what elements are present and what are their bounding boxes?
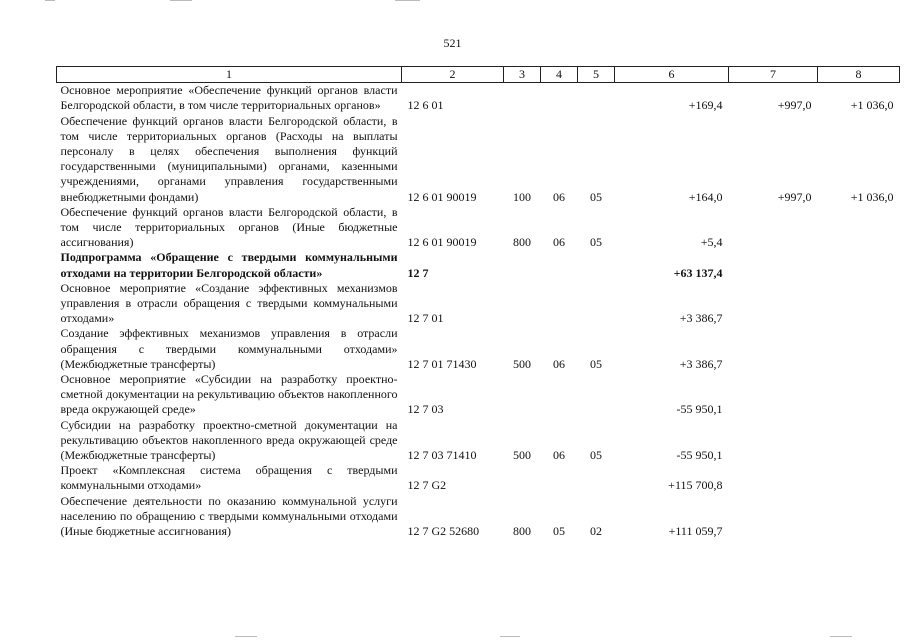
row-amount-3 — [818, 281, 900, 327]
row-amount-3 — [818, 250, 900, 280]
row-code: 12 6 01 90019 — [407, 189, 477, 204]
row-amount-1: +3 386,7 — [679, 311, 723, 326]
column-header: 4 — [541, 67, 578, 83]
row-description: Субсидии на разработку проектно-сметной документации на рекультивацию объектов накопленного вреда окружающей среде (Межбюджетные трансферты) — [60, 417, 398, 463]
column-header: 2 — [402, 67, 504, 83]
row-subsection — [578, 463, 615, 493]
column-header: 3 — [504, 67, 541, 83]
row-description: Проект «Комплексная система обращения с твердыми коммунальными отходами» — [60, 463, 398, 493]
column-header: 8 — [818, 67, 900, 83]
table-row — [57, 372, 900, 418]
row-amount-1: +63 137,4 — [673, 265, 723, 280]
row-expense-type: 500 — [513, 356, 531, 371]
row-amount-1: -55 950,1 — [676, 448, 723, 463]
row-amount-1: +169,4 — [688, 98, 723, 113]
row-amount-3 — [818, 205, 900, 251]
row-amount-2 — [729, 326, 818, 372]
table-row — [57, 281, 900, 327]
row-code: 12 7 03 71410 — [407, 448, 477, 463]
row-section — [541, 463, 578, 493]
row-section: 06 — [553, 189, 565, 204]
row-code: 12 7 01 71430 — [407, 356, 477, 371]
row-subsection: 05 — [590, 356, 602, 371]
row-amount-1: -55 950,1 — [676, 402, 723, 417]
row-code: 12 7 — [407, 265, 429, 280]
row-section: 06 — [553, 356, 565, 371]
row-amount-2 — [729, 463, 818, 493]
row-amount-2 — [729, 281, 818, 327]
row-subsection: 05 — [590, 448, 602, 463]
row-code: 12 7 01 — [407, 311, 444, 326]
row-amount-2: +997,0 — [777, 189, 812, 204]
table-row — [57, 494, 900, 540]
row-expense-type — [504, 250, 541, 280]
row-description: Создание эффективных механизмов управления в отрасли обращения с твердыми коммунальными отходами» (Межбюджетные трансферты) — [60, 326, 398, 371]
row-code: 12 7 G2 52680 — [407, 524, 480, 539]
table-row — [57, 205, 900, 251]
row-subsection: 02 — [590, 524, 602, 539]
row-subsection — [578, 281, 615, 327]
scan-bottom-rule — [830, 636, 852, 637]
row-section: 05 — [553, 524, 565, 539]
row-description: Подпрограмма «Обращение с твердыми коммунальными отходами на территории Белгородской области» — [60, 250, 398, 280]
budget-table — [56, 66, 900, 539]
row-code: 12 6 01 — [407, 98, 444, 113]
scan-top-rule — [170, 0, 192, 1]
row-amount-2 — [729, 205, 818, 251]
row-expense-type — [504, 372, 541, 418]
row-expense-type: 100 — [513, 189, 531, 204]
row-section — [541, 83, 578, 114]
scan-bottom-rule — [500, 636, 520, 637]
column-header: 6 — [615, 67, 729, 83]
row-amount-1: +115 700,8 — [668, 478, 723, 493]
scan-top-rule — [45, 0, 55, 1]
column-header: 5 — [578, 67, 615, 83]
row-code: 12 7 G2 — [407, 478, 447, 493]
row-expense-type: 800 — [513, 524, 531, 539]
row-section — [541, 372, 578, 418]
scan-bottom-rule — [235, 636, 257, 637]
row-amount-3 — [818, 463, 900, 493]
row-subsection: 05 — [590, 235, 602, 250]
row-subsection — [578, 83, 615, 114]
row-expense-type — [504, 83, 541, 114]
scan-top-rule — [395, 0, 420, 1]
row-amount-1: +164,0 — [688, 189, 723, 204]
table-row — [57, 326, 900, 372]
row-expense-type: 500 — [513, 448, 531, 463]
row-description: Обеспечение функций органов власти Белгородской области, в том числе территориальных органов (Расходы на выплаты персоналу в целях обеспечения выполнения функций государственными (муниципальными) органами, казенными учреждениями, органами управления государственными внебюджетными фондами) — [60, 113, 398, 204]
row-amount-3: +1 036,0 — [850, 98, 894, 113]
row-section: 06 — [553, 235, 565, 250]
row-amount-1: +111 059,7 — [668, 524, 723, 539]
row-amount-2 — [729, 250, 818, 280]
row-expense-type — [504, 463, 541, 493]
table-row — [57, 114, 900, 205]
table-header-row — [57, 67, 900, 83]
row-expense-type — [504, 281, 541, 327]
row-subsection — [578, 250, 615, 280]
row-code: 12 6 01 90019 — [407, 235, 477, 250]
row-code: 12 7 03 — [407, 402, 444, 417]
row-amount-2 — [729, 494, 818, 540]
row-section: 06 — [553, 448, 565, 463]
row-amount-1: +5,4 — [700, 235, 723, 250]
column-header: 7 — [729, 67, 818, 83]
page-number: 521 — [443, 36, 462, 50]
row-subsection — [578, 372, 615, 418]
row-description: Основное мероприятие «Создание эффективных механизмов управления в отрасли обращения с твердыми коммунальными отходами» — [60, 280, 398, 326]
row-description: Основное мероприятие «Субсидии на разработку проектно-сметной документации на рекультивацию объектов накопленного вреда окружающей среде» — [60, 372, 398, 417]
row-description: Обеспечение функций органов власти Белгородской области, в том числе территориальных органов (Иные бюджетные ассигнования) — [60, 204, 398, 250]
row-amount-3 — [818, 372, 900, 418]
column-header: 1 — [57, 67, 402, 83]
row-section — [541, 250, 578, 280]
row-description: Основное мероприятие «Обеспечение функций органов власти Белгородской области, в том числе территориальных органов» — [60, 83, 398, 113]
row-amount-1: +3 386,7 — [679, 356, 723, 371]
row-amount-2 — [729, 372, 818, 418]
row-expense-type: 800 — [513, 235, 531, 250]
row-description: Обеспечение деятельности по оказанию коммунальной услуги населению по обращению с твердыми коммунальными отходами (Иные бюджетные ассигнования) — [60, 493, 398, 539]
row-amount-2: +997,0 — [777, 98, 812, 113]
row-amount-3 — [818, 326, 900, 372]
row-amount-3 — [818, 494, 900, 540]
table-row — [57, 250, 900, 280]
row-amount-3 — [818, 418, 900, 464]
table-row — [57, 83, 900, 114]
row-amount-3: +1 036,0 — [850, 189, 894, 204]
row-section — [541, 281, 578, 327]
table-row — [57, 463, 900, 493]
row-subsection: 05 — [590, 189, 602, 204]
row-amount-2 — [729, 418, 818, 464]
table-body — [57, 83, 900, 540]
table-row — [57, 418, 900, 464]
